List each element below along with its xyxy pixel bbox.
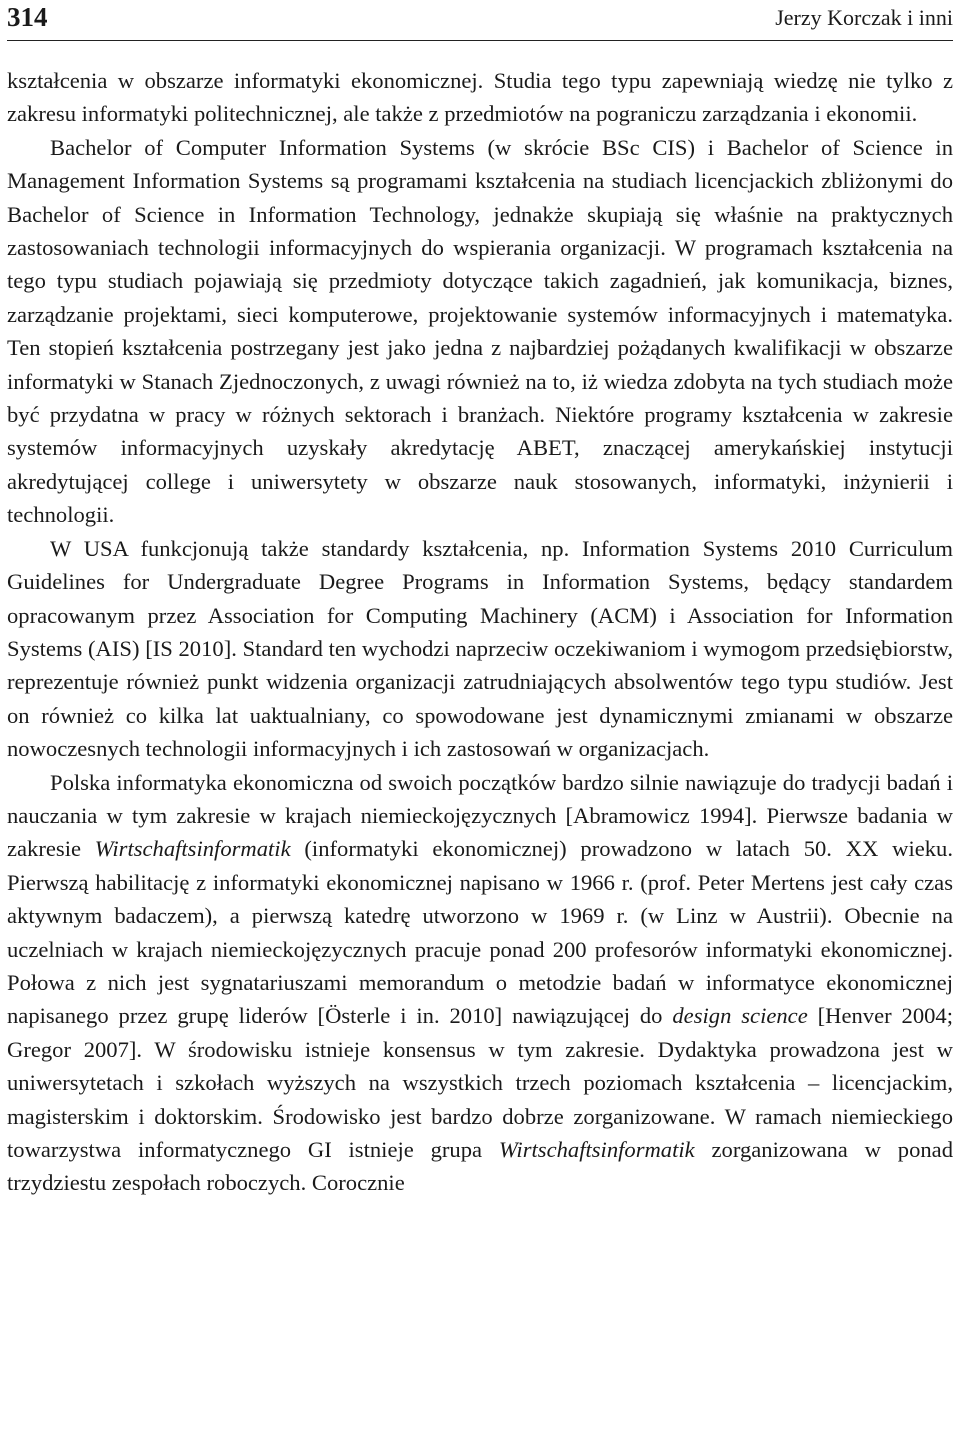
paragraph-4-part-1: Polska informatyka ekonomiczna od swoich początków bardzo silnie nawiązuje do tradycji badań i nauczania w tym zakresie w krajach niemieckojęzycznych [Abramowicz 1994]. Pierwsze badania w zakresie: [7, 769, 953, 862]
paragraph-2: Bachelor of Computer Information Systems (w skrócie BSc CIS) i Bachelor of Science in Management Information Systems są programami kształcenia na studiach licencjackich zbliżonymi do Bachelor of Science in Information Technology, jednakże skupiają się właśnie na praktycznych zastosowaniach technologii informacyjnych do wspierania organizacji. W programach kształcenia na tego typu studiach pojawiają się przedmioty dotyczące takich zagadnień, jak komunikacja, biznes, zarządzanie projektami, sieci komputerowe, projektowanie systemów informacyjnych i matematyka. Ten stopień kształcenia postrzegany jest jako jedna z najbardziej pożądanych kwalifikacji w obszarze informatyki w Stanach Zjednoczonych, z uwagi również na to, iż wiedza zdobyta na tych studiach może być przydatna w pracy w różnych sektorach i branżach. Niektóre programy kształcenia w zakresie systemów informacyjnych uzyskały akredytację ABET, znaczącej amerykańskiej instytucji akredytującej college i uniwersytety w obszarze nauk stosowanych, informatyki, inżynierii i technologii.: [7, 134, 953, 528]
page-header: [7, 0, 953, 41]
running-head: Jerzy Korczak i inni: [775, 5, 953, 30]
italic-term-wirtschaftsinformatik: Wirtschaftsinformatik: [94, 836, 291, 862]
italic-term-wirtschaftsinformatik-2: Wirtschaftsinformatik: [498, 1137, 695, 1162]
italic-term-design-science: design science: [672, 1003, 808, 1029]
paragraph-4-part-2: (informatyki ekonomicznej) prowadzono w latach 50. XX wieku. Pierwszą habilitację z informatyki ekonomicznej napisano w 1966 r. (prof. Peter Mertens jest cały czas aktywnym badaczem), a pierwszą katedrę utworzono w 1969 r. (w Linz w Austrii). Obecnie na uczelniach w krajach niemieckojęzycznych pracuje ponad 200 profesorów informatyki ekonomicznej. Połowa z nich jest sygnatariuszami memorandum o metodzie badań w informatyce ekonomicznej napisanego przez grupę liderów [Österle i in. 2010] nawiązującej do: [7, 836, 953, 1029]
paragraph-4-part-3: [Henver 2004; Gregor 2007]. W środowisku istnieje konsensus w tym zakresie. Dydaktyka prowadzona jest w uniwersytetach i szkołach wyższych na wszystkich trzech poziomach kształcenia – licencjackim, magisterskim i doktorskim. Środowisko jest bardzo dobrze zorganizowane. W ramach niemieckiego towarzystwa informatycznego GI istnieje grupa: [7, 1003, 953, 1162]
paragraph-1: kształcenia w obszarze informatyki ekonomicznej. Studia tego typu zapewniają wiedzę nie tylko z zakresu informatyki politechnicznej, ale także z przedmiotów na pograniczu zarządzania i ekonomii.: [7, 68, 953, 127]
document-page: [7, 0, 953, 1445]
paragraph-3: W USA funkcjonują także standardy kształcenia, np. Information Systems 2010 Curriculum Guidelines for Undergraduate Degree Programs in Information Systems, będący standardem opracowanym przez Association for Computing Machinery (ACM) i Association for Information Systems (AIS) [IS 2010]. Standard ten wychodzi naprzeciw oczekiwaniom i wymogom przedsiębiorstw, reprezentuje również punkt widzenia organizacji zatrudniających absolwentów tego typu studiów. Jest on również co kilka lat uaktualniany, co spowodowane jest dynamicznymi zmianami w obszarze nowoczesnych technologii informacyjnych i ich zastosowań w organizacjach.: [7, 535, 953, 762]
paragraph-4-part-4: zorganizowana w ponad trzydziestu zespołach roboczych. Corocznie: [7, 1137, 953, 1196]
paragraph-4: [7, 766, 953, 1200]
body-text: [7, 64, 953, 1200]
page-number: 314: [7, 2, 48, 32]
